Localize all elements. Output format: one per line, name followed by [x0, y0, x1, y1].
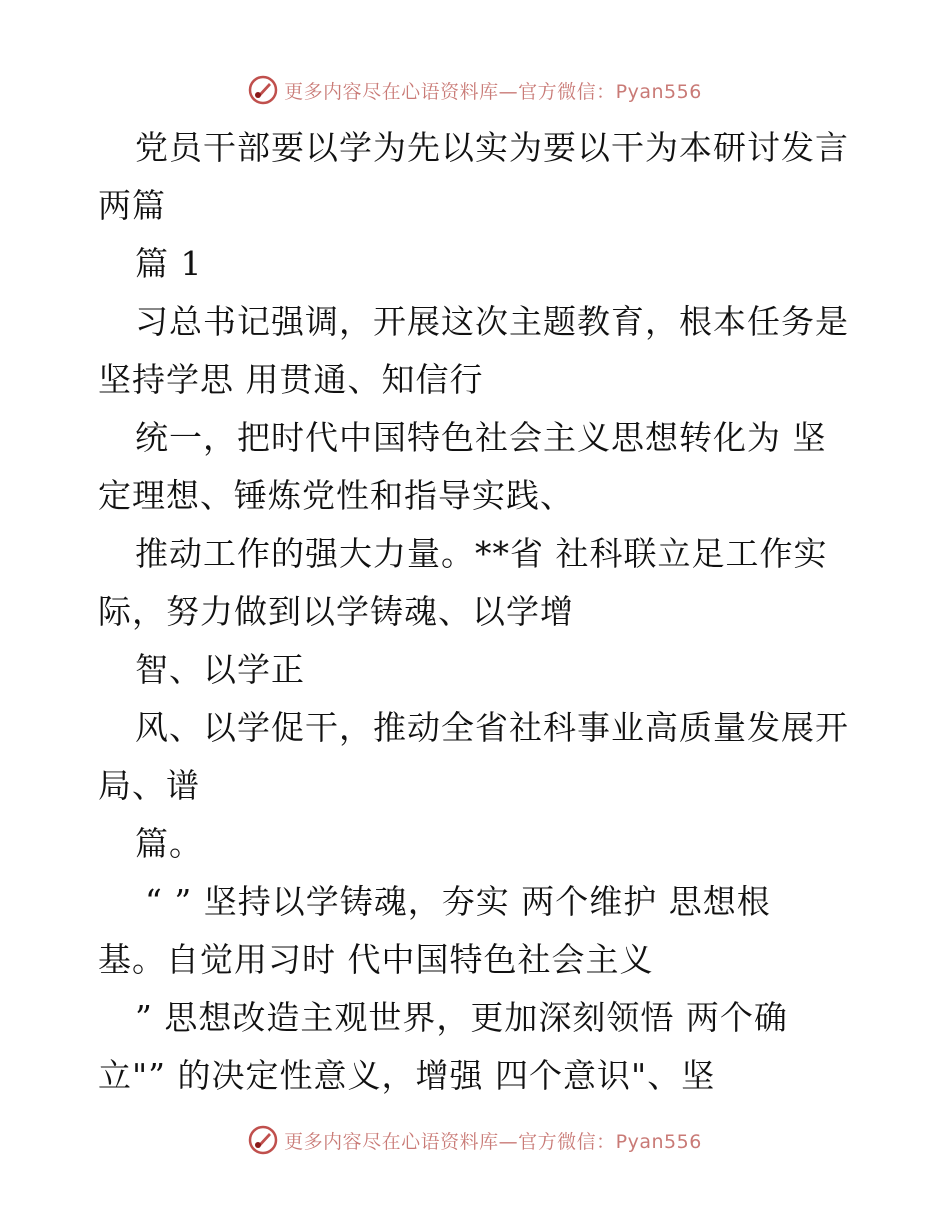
- paragraph-line: 基。自觉用习时 代中国特色社会主义: [98, 940, 654, 979]
- section-heading: 篇 1: [135, 244, 203, 283]
- paragraph-line: 际，努力做到以学铸魂、以学增: [98, 592, 574, 631]
- paragraph-line: 智、以学正: [135, 650, 305, 689]
- quill-seal-icon: [248, 1125, 278, 1155]
- paragraph-line: 风、以学促干，推动全省社科事业高质量发展开: [135, 708, 849, 747]
- paragraph-line: 统一，把时代中国特色社会主义思想转化为 坚: [135, 418, 827, 457]
- paragraph-line: 局、谱: [98, 766, 200, 805]
- paragraph-line: “ ” 坚持以学铸魂，夯实 两个维护 思想根: [145, 882, 771, 921]
- paragraph-line: 篇。: [135, 824, 203, 863]
- document-title-line-1: 党员干部要以学为先以实为要以干为本研讨发言: [135, 128, 849, 167]
- paragraph-line: 立"” 的决定性意义，增强 四个意识"、坚: [98, 1056, 716, 1095]
- paragraph-line: 坚持学思 用贯通、知信行: [98, 360, 484, 399]
- paragraph-line: 推动工作的强大力量。**省 社科联立足工作实: [135, 534, 828, 573]
- header-banner-text: 更多内容尽在心语资料库—官方微信：Pyan556: [284, 80, 702, 103]
- paragraph-line: ” 思想改造主观世界，更加深刻领悟 两个确: [135, 998, 788, 1037]
- footer-banner-text: 更多内容尽在心语资料库—官方微信：Pyan556: [284, 1130, 702, 1153]
- paragraph-line: 定理想、锤炼党性和指导实践、: [98, 476, 574, 515]
- footer-banner: [0, 1120, 950, 1160]
- paragraph-line: 习总书记强调，开展这次主题教育，根本任务是: [135, 302, 849, 341]
- document-title-line-2: 两篇: [98, 186, 166, 225]
